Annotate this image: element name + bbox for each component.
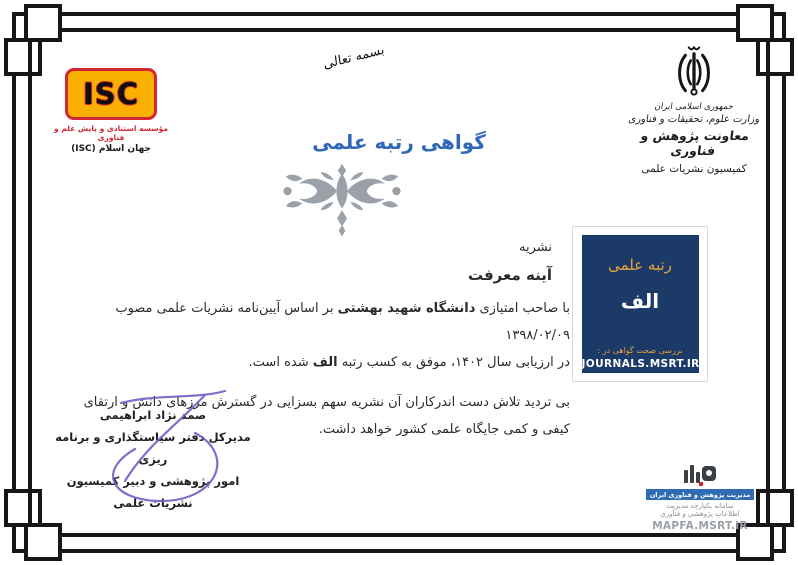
ministry-line-commission: کمیسیون نشریات علمی [641,163,747,175]
mapfa-logo-block [646,461,754,532]
rank-box-outline [572,226,708,382]
rank-value: الف [620,289,660,313]
verify-url: JOURNALS.MSRT.IR [581,358,700,370]
mapfa-url: MAPFA.MSRT.IR [652,520,748,532]
isc-caption-line1: مؤسسه استنادی و پایش علم و فناوری [53,124,168,142]
signatory-role-line3: نشریات علمی [113,496,193,510]
ministry-line-ministry: وزارت علوم، تحقیقات و فناوری [627,114,761,125]
ministry-line-deputy: معاونت پژوهش و فناوری [639,128,751,158]
university-name: دانشگاه شهید بهشتی [337,301,476,316]
certificate-title: گواهی رتبه علمی [312,130,486,154]
body-line2: در ارزیابی سال ۱۴۰۲، موفق به کسب رتبه الف شده است. [248,355,570,370]
body-para2-line1: بی تردید تلاش دست اندرکاران آن نشریه سهم بسزایی در گسترش مرزهای دانش و ارتقای [83,395,570,410]
rank-inline: الف [312,355,338,370]
mapfa-banner: مدیریت پژوهش و فناوری ایران [646,489,754,500]
bismillah-calligraphy: بسمه تعالی [322,42,386,73]
signatory-role-line2: امور پژوهشی و دبیر کمیسیون [66,474,240,488]
iran-emblem-icon [673,42,715,100]
rank-box [582,235,699,373]
signatory-role-line1: مدیرکل دفتر سیاستگذاری و برنامه ریزی [55,430,251,466]
arabesque-ornament [276,162,408,240]
signatory-name: صمد نژاد ابراهیمی [99,408,207,422]
journal-label: نشریه [519,240,552,255]
isc-acronym: ISC [83,77,139,111]
ministry-block [623,42,765,175]
mapfa-caption-line2: اطلاعات پژوهشی و فنآوری [660,510,740,518]
mapfa-caption-line1: سامانه یکپارچه مدیریت [666,502,734,510]
mapfa-logo-icon [682,461,718,487]
body-line1: با صاحب امتیازی دانشگاه شهید بهشتی بر اساس آیین‌نامه نشریات علمی مصوب ۱۳۹۸/۰۲/۰۹ [115,301,570,343]
journal-name: آینه معرفت [467,266,552,284]
body-para2-line2: کیفی و کمی جایگاه علمی کشور خواهد داشت. [318,422,570,437]
signature-block [46,404,260,514]
verify-label: بررسی صحت گواهی در : [597,346,683,355]
rank-box-header: رتبه علمی [608,256,672,274]
isc-caption-line2: جهان اسلام (ISC) [71,144,151,154]
ministry-line-country: جمهوری اسلامی ایران [653,102,735,112]
isc-logo-box [65,68,157,120]
